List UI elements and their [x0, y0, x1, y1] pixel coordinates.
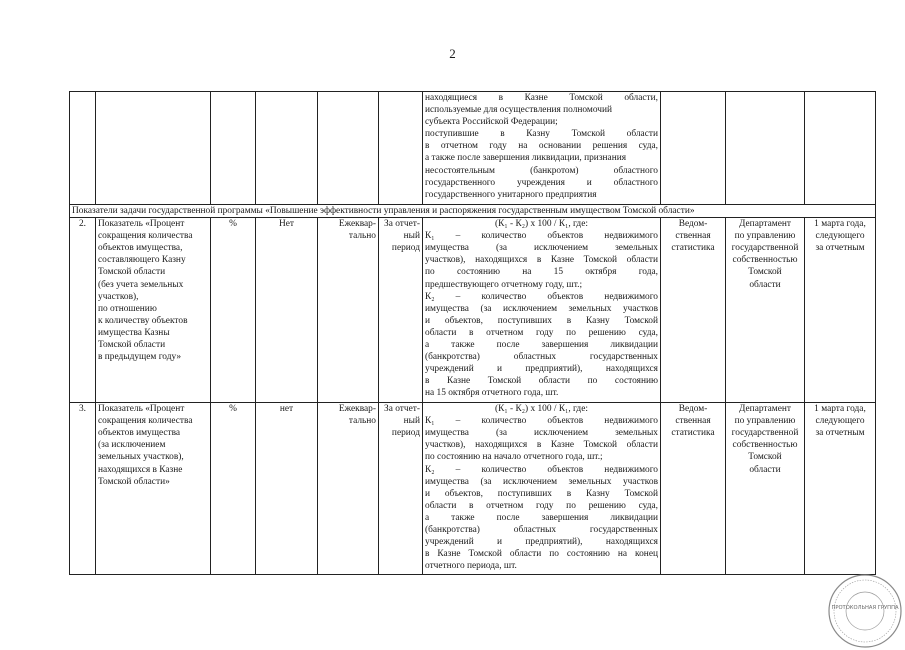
cell-deadline — [805, 92, 876, 205]
row-number: 3. — [70, 403, 96, 575]
section-header-row — [70, 205, 876, 218]
continuation-row — [70, 92, 876, 205]
responsible-cell: Департамент по управлению государственной собственностью Томской области — [726, 218, 805, 403]
unit-cell: % — [211, 403, 256, 575]
frequency-cell: Ежеквар- тально — [318, 218, 379, 403]
table-row — [70, 218, 876, 403]
stamp-text: ПРОТОКОЛЬНАЯ ГРУППА — [831, 605, 899, 611]
cell-num — [70, 92, 96, 205]
formula-cell: (К₁ - К₂) х 100 / К₁, где: К₁ – количество объектов недвижимого имущества (за исключением земельных участков), находящихся в Казне Томской области по состоянию на 15 октября года, предшествующего отчетному году, шт.; К₂ – количество объектов недвижимого имущества (за исключением земельных участков и объектов, поступивших в Казну Томской области в отчетном году по решению суда, а также после завершения ликвидации (банкротства) областных государственных учреждений и предприятий), находящихся в Казне Томской области по состоянию на 15 октября отчетного года, шт. — [423, 218, 661, 403]
formula-cell: (К₁ - К₂) х 100 / К₁, где: К₁ – количество объектов недвижимого имущества (за исключением земельных участков), находящихся в Казне Томской области по состоянию на начало отчетного года, шт.; К₂ – количество объектов недвижимого имущества (за исключением земельных участков и объектов, поступивших в Казну Томской области в отчетном году по решению суда, а также после завершения ликвидации (банкротства) областных государственных учреждений и предприятий), находящихся в Казне Томской области по состоянию на конец отчетного периода, шт. — [423, 403, 661, 575]
indicator-name: Показатель «Процент сокращения количества объектов имущества, составляющего Казну Томской области (без учета земельных участков), по отношению к количеству объектов имущества Казны Томской области в предыдущем году» — [96, 218, 211, 403]
stamp-inner-ring — [834, 580, 896, 642]
formula-header: (К₁ - К₂) х 100 / К₁, где: — [495, 404, 588, 415]
value-cell: Нет — [256, 218, 318, 403]
deadline-cell: 1 марта года, следующего за отчетным — [805, 403, 876, 575]
cell-value — [256, 92, 318, 205]
frequency-cell: Ежеквар- тально — [318, 403, 379, 575]
section-header: Показатели задачи государственной программы «Повышение эффективности управления и распоряжения государственным имуществом Томской области» — [70, 205, 876, 218]
indicator-name: Показатель «Процент сокращения количества объектов имущества (за исключением земельных участков), находящихся в Казне Томской области» — [96, 403, 211, 575]
interval-cell: За отчет- ный период — [379, 403, 423, 575]
cell-unit — [211, 92, 256, 205]
cell-interval — [379, 92, 423, 205]
source-cell: Ведом- ственная статистика — [661, 403, 726, 575]
protocol-stamp — [826, 572, 904, 650]
deadline-cell: 1 марта года, следующего за отчетным — [805, 218, 876, 403]
table-row — [70, 403, 876, 575]
value-cell: нет — [256, 403, 318, 575]
cell-name — [96, 92, 211, 205]
page-number: 2 — [449, 46, 456, 61]
formula-header: (К₁ - К₂) х 100 / К₁, где: — [495, 219, 588, 230]
indicators-table — [69, 91, 876, 575]
cell-period — [318, 92, 379, 205]
interval-cell: За отчет- ный период — [379, 218, 423, 403]
responsible-cell: Департамент по управлению государственной собственностью Томской области — [726, 403, 805, 575]
row-number: 2. — [70, 218, 96, 403]
cell-formula: находящиеся в Казне Томской области, используемые для осуществления полномочий субъекта Российской Федерации; поступившие в Казну Томской области в отчетном году на основании решения суда, а также после завершения ликвидации, признания несостоятельным (банкротом) областного государственного учреждения и областного государственного унитарного предприятия — [423, 92, 661, 205]
cell-responsible — [726, 92, 805, 205]
stamp-center-ring — [846, 592, 884, 630]
cell-source — [661, 92, 726, 205]
unit-cell: % — [211, 218, 256, 403]
source-cell: Ведом- ственная статистика — [661, 218, 726, 403]
stamp-outer-ring — [829, 575, 901, 647]
